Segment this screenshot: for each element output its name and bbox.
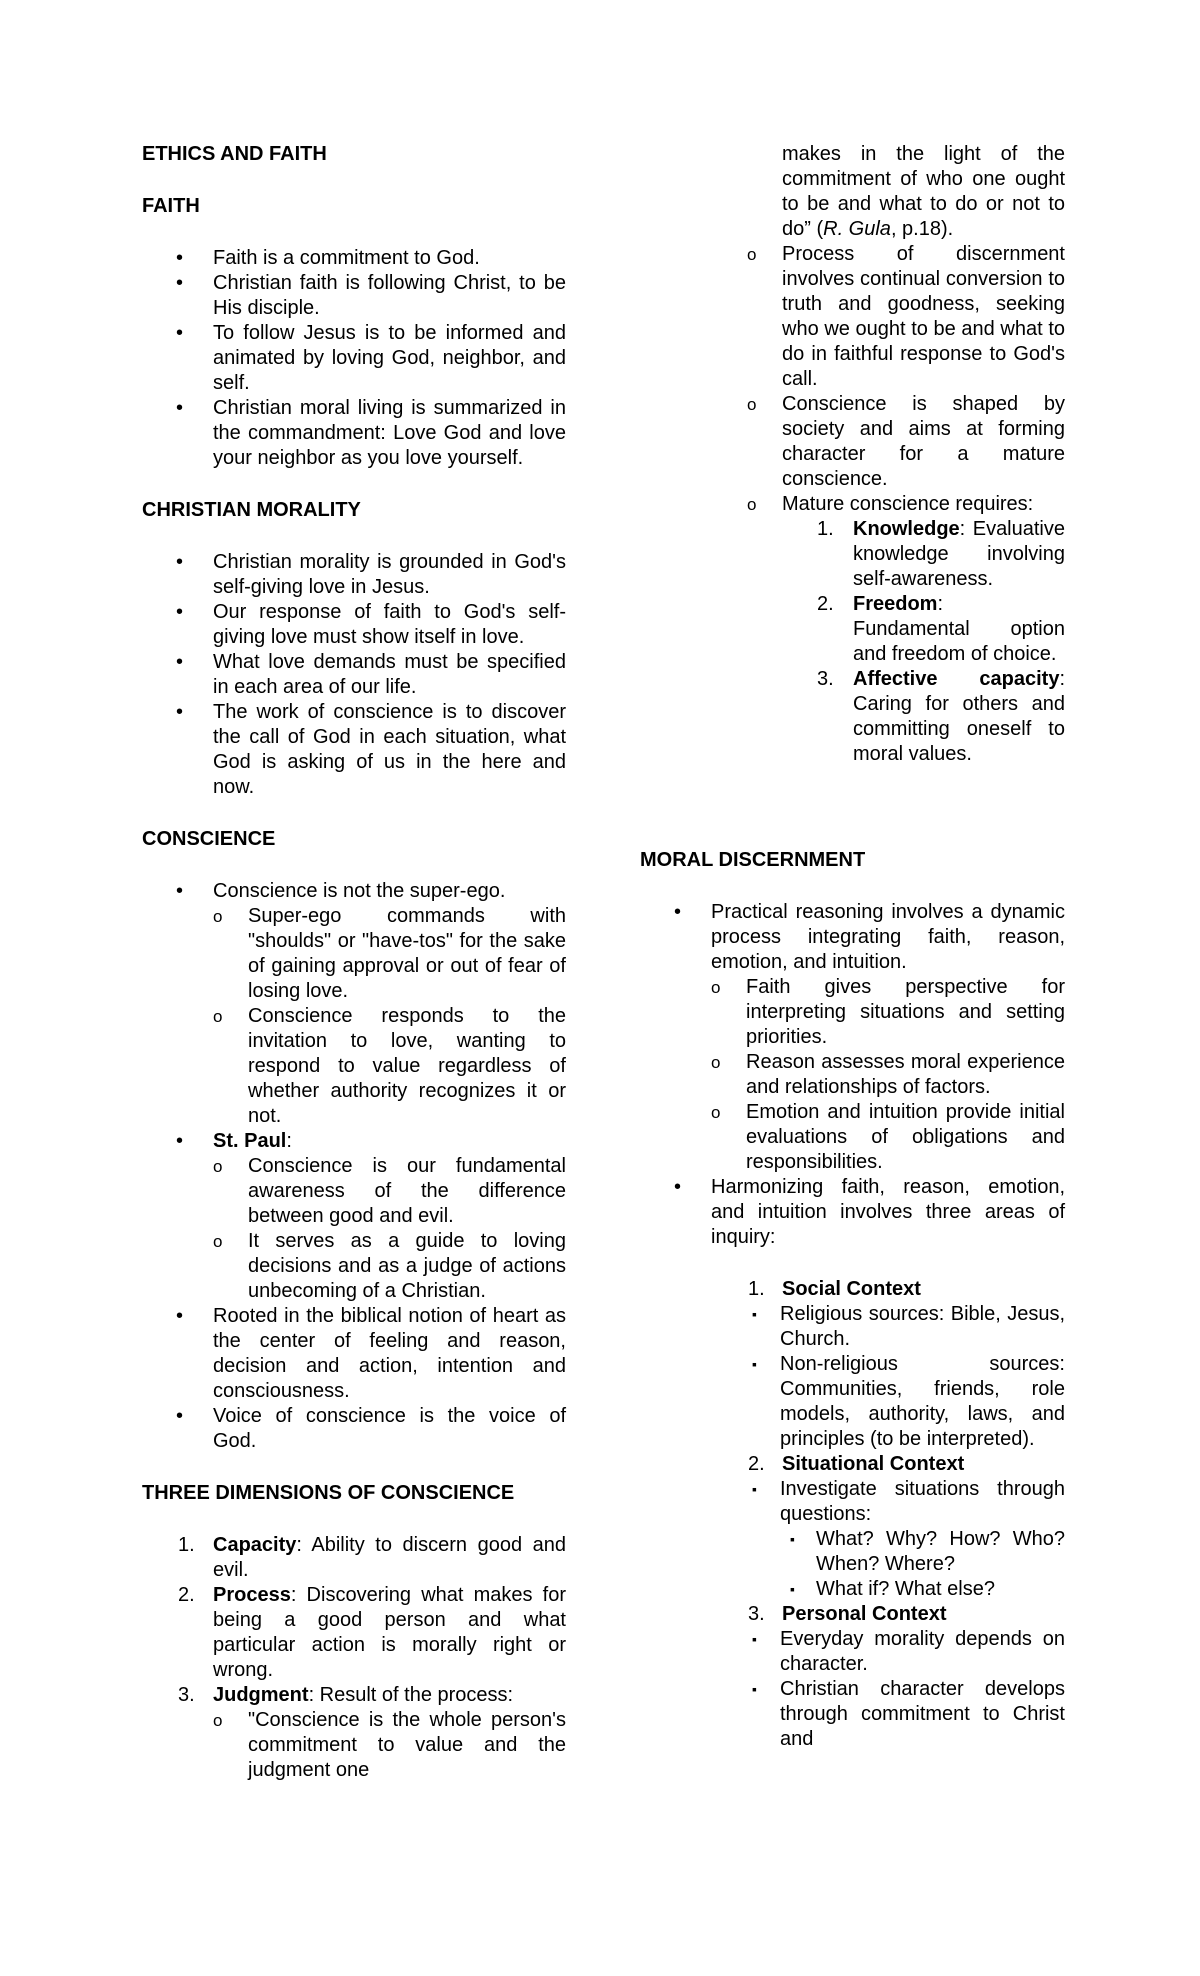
conscience-list bbox=[142, 879, 566, 1454]
circle-bullet-icon: o bbox=[213, 1157, 223, 1176]
christian-morality-list bbox=[142, 550, 566, 800]
gula-quote-part1: "Conscience is the whole person's commitment to value and the judgment one bbox=[248, 1709, 566, 1781]
bullet-icon: • bbox=[176, 551, 184, 573]
square-bullet-icon: ▪ bbox=[752, 1481, 757, 1497]
judgment-sublist bbox=[213, 1708, 566, 1783]
three-dimensions-list bbox=[142, 1533, 566, 1783]
list-item: • Rooted in the biblical notion of heart as the center of feeling and reason, decision and action, intention and consciousness. bbox=[176, 1305, 566, 1402]
judgment-more-list bbox=[747, 242, 1065, 767]
circle-bullet-icon: o bbox=[213, 1232, 223, 1251]
square-bullet-icon: ▪ bbox=[752, 1631, 757, 1647]
list-item: 1. Capacity: Ability to discern good and evil. bbox=[178, 1534, 566, 1581]
bullet-icon: • bbox=[176, 397, 184, 419]
circle-bullet-icon: o bbox=[213, 1007, 223, 1026]
bullet-icon: • bbox=[176, 651, 184, 673]
bullet-icon: • bbox=[176, 1405, 184, 1427]
quote-author: R. Gula bbox=[823, 218, 891, 240]
st-paul-label: St. Paul bbox=[213, 1130, 287, 1152]
practical-sublist bbox=[711, 975, 1065, 1175]
circle-bullet-icon: o bbox=[747, 495, 757, 514]
conscience-heading: CONSCIENCE bbox=[142, 828, 276, 850]
list-item: o It serves as a guide to loving decisions and as a judge of actions unbecoming of a Christian. bbox=[213, 1230, 566, 1302]
right-column-flow bbox=[782, 142, 1065, 242]
list-item: • Voice of conscience is the voice of God. bbox=[176, 1405, 566, 1452]
superego-sublist bbox=[213, 904, 566, 1129]
document-title: ETHICS AND FAITH bbox=[142, 143, 327, 165]
faith-heading: FAITH bbox=[142, 195, 200, 217]
inquiry-areas-list bbox=[640, 1277, 1065, 1752]
square-bullet-icon: ▪ bbox=[790, 1531, 795, 1547]
questions-list bbox=[790, 1527, 1065, 1602]
list-item: 2. Situational Context ▪ Investigate situations through questions: ▪ What? Why? How? Who? When? Where? ▪ What if? What else? bbox=[748, 1453, 1065, 1600]
christian-morality-heading: CHRISTIAN MORALITY bbox=[142, 499, 361, 521]
square-bullet-icon: ▪ bbox=[790, 1581, 795, 1597]
circle-bullet-icon: o bbox=[213, 907, 223, 926]
list-item: o Process of discernment involves continual conversion to truth and goodness, seeking who we ought to be and what to do in faithful response to God's call. bbox=[747, 243, 1065, 390]
list-item: • Conscience is not the super-ego. o Super-ego commands with "shoulds" or "have-tos" for the sake of gaining approval or out of fear of losing love. o Conscience responds to the invitation to love, wanting to respond to value regardless of whether authority recognizes it or not. bbox=[176, 880, 566, 1127]
personal-context-list bbox=[746, 1627, 1065, 1752]
circle-bullet-icon: o bbox=[711, 978, 721, 997]
bullet-icon: • bbox=[176, 701, 184, 723]
list-item: • The work of conscience is to discover the call of God in each situation, what God is asking of us in the here and now. bbox=[176, 701, 566, 798]
list-item: ▪ Non-religious sources: Communities, friends, role models, authority, laws, and principles (to be interpreted). bbox=[752, 1353, 1065, 1450]
list-item: 3. Personal Context ▪ Everyday morality depends on character. ▪ Christian character develops through commitment to Christ and bbox=[748, 1603, 1065, 1750]
bullet-icon: • bbox=[674, 1176, 682, 1198]
list-item: • To follow Jesus is to be informed and animated by loving God, neighbor, and self. bbox=[176, 322, 566, 394]
list-item: • What love demands must be specified in each area of our life. bbox=[176, 651, 566, 698]
gula-quote-part2: makes in the light of the commitment of who one ought to be and what to do or not to do” (R. Gula, p.18). bbox=[782, 143, 1065, 240]
list-item: • Christian morality is grounded in God's self-giving love in Jesus. bbox=[176, 551, 566, 598]
bullet-icon: • bbox=[674, 901, 682, 923]
square-bullet-icon: ▪ bbox=[752, 1681, 757, 1697]
list-item: 3. Affective capacity: Caring for others and committing oneself to moral values. bbox=[817, 668, 1065, 765]
list-item: o Conscience is shaped by society and aims at forming character for a mature conscience. bbox=[747, 393, 1065, 490]
list-item: o Emotion and intuition provide initial evaluations of obligations and responsibilities. bbox=[711, 1101, 1065, 1173]
left-column bbox=[142, 142, 566, 1783]
three-dimensions-heading: THREE DIMENSIONS OF CONSCIENCE bbox=[142, 1482, 515, 1504]
list-item: 2. Freedom: Fundamental option and freedom of choice. bbox=[817, 593, 1065, 665]
list-item: o Conscience responds to the invitation to love, wanting to respond to value regardless of whether authority recognizes it or not. bbox=[213, 1005, 566, 1127]
list-item: • Faith is a commitment to God. bbox=[176, 247, 480, 269]
list-item: • Harmonizing faith, reason, emotion, and intuition involves three areas of inquiry: 1. Social Context ▪ Religious sources: Bible, Jesus, Church. ▪ Non-religious sources: Communities, friends, role models, authority, laws, and principles (to be interpreted). 2. Situational Context ▪ Investigate situations through questions: ▪ What? Why? How? Who? When? Where? ▪ What if? What else? 3. Personal Context ▪ Everyday morality depends on character. ▪ Christian character develops through commitment to Christ and bbox=[640, 1175, 1065, 1752]
circle-bullet-icon: o bbox=[747, 245, 757, 264]
list-item: • Christian moral living is summarized in the commandment: Love God and love your neighbor as you love yourself. bbox=[176, 397, 566, 469]
moral-discernment-list bbox=[640, 900, 1065, 1752]
bullet-icon: • bbox=[176, 1130, 184, 1152]
bullet-icon: • bbox=[176, 1305, 184, 1327]
bullet-icon: • bbox=[176, 247, 184, 269]
square-bullet-icon: ▪ bbox=[752, 1306, 757, 1322]
list-item: ▪ Everyday morality depends on character. bbox=[752, 1628, 1065, 1675]
circle-bullet-icon: o bbox=[711, 1053, 721, 1072]
circle-bullet-icon: o bbox=[711, 1103, 721, 1122]
circle-bullet-icon: o bbox=[213, 1711, 223, 1730]
square-bullet-icon: ▪ bbox=[752, 1356, 757, 1372]
moral-discernment-section bbox=[640, 848, 1065, 1752]
bullet-icon: • bbox=[176, 322, 184, 344]
situational-context-list bbox=[746, 1477, 1065, 1602]
list-item: o Mature conscience requires: 1. Knowledge: Evaluative knowledge involving self-awareness. 2. Freedom: Fundamental option and freedom of choice. 3. Affective capacity: Caring for others and committing oneself to moral values. bbox=[747, 493, 1065, 765]
bullet-icon: • bbox=[176, 601, 184, 623]
list-item: 1. Knowledge: Evaluative knowledge involving self-awareness. bbox=[817, 518, 1065, 590]
list-item: ▪ Christian character develops through commitment to Christ and bbox=[752, 1678, 1065, 1750]
faith-list bbox=[142, 246, 566, 471]
list-item: ▪ Investigate situations through questions: ▪ What? Why? How? Who? When? Where? ▪ What if? What else? bbox=[752, 1478, 1065, 1600]
list-item: 1. Social Context ▪ Religious sources: Bible, Jesus, Church. ▪ Non-religious sources: Communities, friends, role models, authority, laws, and principles (to be interpreted). bbox=[748, 1278, 1065, 1450]
list-item: 3. Judgment: Result of the process: o "Conscience is the whole person's commitment to value and the judgment one bbox=[178, 1684, 566, 1781]
list-item: • St. Paul: o Conscience is our fundamental awareness of the difference between good and evil. o It serves as a guide to loving decisions and as a judge of actions unbecoming of a Christian. bbox=[176, 1130, 566, 1302]
list-item: • Practical reasoning involves a dynamic process integrating faith, reason, emotion, and intuition. o Faith gives perspective for interpreting situations and setting priorities. o Reason assesses moral experience and relationships of factors. o Emotion and intuition provide initial evaluations of obligations and responsibilities. bbox=[674, 901, 1065, 1173]
list-item: o Super-ego commands with "shoulds" or "have-tos" for the sake of gaining approval or out of fear of losing love. bbox=[213, 905, 566, 1002]
list-item bbox=[213, 1708, 566, 1783]
list-item: • Our response of faith to God's self-giving love must show itself in love. bbox=[176, 601, 566, 648]
moral-discernment-heading: MORAL DISCERNMENT bbox=[640, 849, 866, 871]
bullet-icon: • bbox=[176, 272, 184, 294]
list-item: ▪ What if? What else? bbox=[790, 1578, 995, 1600]
list-item: • Christian faith is following Christ, to be His disciple. bbox=[176, 272, 566, 319]
dimensions-continued bbox=[747, 242, 1065, 767]
list-item: 2. Process: Discovering what makes for being a good person and what particular action is morally right or wrong. bbox=[178, 1584, 566, 1681]
circle-bullet-icon: o bbox=[747, 395, 757, 414]
list-item: ▪ Religious sources: Bible, Jesus, Church. bbox=[752, 1303, 1065, 1350]
st-paul-sublist bbox=[213, 1154, 566, 1304]
list-item: o Conscience is our fundamental awareness of the difference between good and evil. bbox=[213, 1155, 566, 1227]
bullet-icon: • bbox=[176, 880, 184, 902]
mature-conscience-list bbox=[747, 517, 1065, 767]
list-item: ▪ What? Why? How? Who? When? Where? bbox=[790, 1528, 1065, 1575]
list-item: o Reason assesses moral experience and relationships of factors. bbox=[711, 1051, 1065, 1098]
list-item: o Faith gives perspective for interpreting situations and setting priorities. bbox=[711, 976, 1065, 1048]
social-context-list bbox=[746, 1302, 1065, 1452]
